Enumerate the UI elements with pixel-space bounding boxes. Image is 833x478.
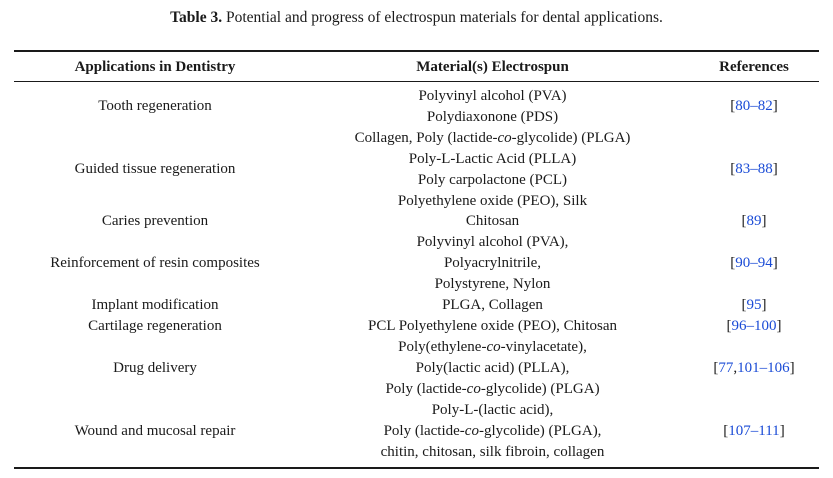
- references-cell: [96–100]: [726, 318, 782, 334]
- material-line: Poly(lactic acid) (PLLA),: [415, 360, 570, 376]
- reference-link[interactable]: 95: [746, 297, 762, 313]
- reference-link[interactable]: 89: [746, 213, 762, 229]
- material-line: Polydiaxonone (PDS): [426, 109, 559, 125]
- table-caption: [0, 8, 833, 28]
- materials-cell: [296, 232, 689, 295]
- material-line: Collagen, Poly (lactide-co-glycolide) (PLGA): [354, 130, 631, 146]
- materials-cell: [296, 295, 689, 316]
- materials-cell: [296, 128, 689, 212]
- material-line: Polyvinyl alcohol (PVA),: [416, 234, 569, 250]
- application-cell: Implant modification: [91, 297, 219, 313]
- references-cell: [107–111]: [723, 423, 785, 439]
- header-applications: Applications in Dentistry: [74, 59, 236, 75]
- materials-cell: [296, 400, 689, 463]
- materials-cell: [296, 337, 689, 400]
- material-line: Poly-L-(lactic acid),: [431, 402, 554, 418]
- materials-cell: [296, 211, 689, 232]
- material-line: Poly (lactide-co-glycolide) (PLGA),: [383, 423, 602, 439]
- material-line: Polystyrene, Nylon: [434, 276, 551, 292]
- material-line: Poly (lactide-co-glycolide) (PLGA): [385, 381, 600, 397]
- table-bottom-rule: [14, 467, 819, 469]
- application-cell: Caries prevention: [101, 213, 209, 229]
- reference-link[interactable]: 77: [718, 360, 734, 376]
- application-cell: Guided tissue regeneration: [74, 161, 236, 177]
- materials-cell: [296, 86, 689, 128]
- material-line: Polyvinyl alcohol (PVA): [418, 88, 567, 104]
- material-line: Poly-L-Lactic Acid (PLLA): [408, 151, 577, 167]
- references-cell: [95]: [741, 297, 767, 313]
- material-line: Poly carpolactone (PCL): [417, 172, 568, 188]
- reference-link[interactable]: 90–94: [735, 255, 773, 271]
- application-cell: Drug delivery: [113, 360, 197, 376]
- material-line: chitin, chitosan, silk fibroin, collagen: [380, 444, 605, 460]
- table-top-rule: [14, 50, 819, 52]
- caption-label: Table 3.: [170, 9, 223, 26]
- references-cell: [90–94]: [730, 255, 778, 271]
- references-cell: [89]: [741, 213, 767, 229]
- references-cell: [80–82]: [730, 98, 778, 114]
- application-cell: Tooth regeneration: [98, 98, 212, 114]
- header-references: References: [719, 59, 789, 75]
- materials-cell: [296, 316, 689, 337]
- material-line: Polyethylene oxide (PEO), Silk: [397, 193, 588, 209]
- application-cell: Reinforcement of resin composites: [50, 255, 260, 271]
- caption-text: Potential and progress of electrospun materials for dental applications.: [225, 9, 663, 26]
- header-materials: Material(s) Electrospun: [416, 59, 569, 75]
- references-cell: [83–88]: [730, 161, 778, 177]
- application-cell: Wound and mucosal repair: [74, 423, 236, 439]
- material-line: PCL Polyethylene oxide (PEO), Chitosan: [367, 318, 617, 334]
- reference-link[interactable]: 83–88: [735, 161, 773, 177]
- reference-link[interactable]: 96–100: [731, 318, 777, 334]
- references-cell: [77,101–106]: [713, 360, 795, 376]
- table-header-rule: [14, 81, 819, 82]
- material-line: Polyacrylnitrile,: [443, 255, 542, 271]
- application-cell: Cartilage regeneration: [88, 318, 222, 334]
- reference-link[interactable]: 80–82: [735, 98, 773, 114]
- reference-link[interactable]: 107–111: [728, 423, 780, 439]
- material-line: Chitosan: [465, 213, 520, 229]
- reference-link[interactable]: 101–106: [737, 360, 790, 376]
- material-line: Poly(ethylene-co-vinylacetate),: [398, 339, 587, 355]
- material-line: PLGA, Collagen: [442, 297, 543, 313]
